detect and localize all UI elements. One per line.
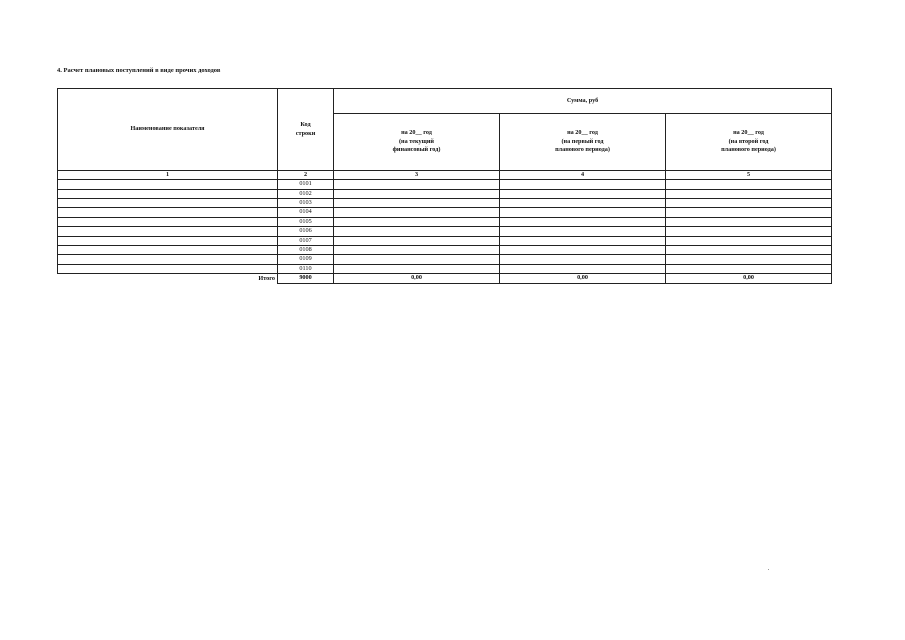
value-current-cell[interactable] — [334, 245, 500, 254]
value-second-cell[interactable] — [666, 264, 832, 273]
value-second-cell[interactable] — [666, 236, 832, 245]
header-sum: Сумма, руб — [334, 89, 832, 114]
value-second-cell[interactable] — [666, 255, 832, 264]
indicator-name-cell[interactable] — [58, 208, 278, 217]
value-current-cell[interactable] — [334, 255, 500, 264]
value-current-cell[interactable] — [334, 199, 500, 208]
value-current-cell[interactable] — [334, 217, 500, 226]
value-second-cell[interactable] — [666, 217, 832, 226]
table-row — [58, 245, 832, 254]
value-first-cell[interactable] — [500, 208, 666, 217]
table-header-row — [58, 89, 832, 114]
header-period-current — [334, 114, 500, 171]
indicator-name-cell[interactable] — [58, 199, 278, 208]
table-body — [58, 180, 832, 274]
row-code-cell: 0110 — [278, 264, 334, 273]
value-first-cell[interactable] — [500, 189, 666, 198]
table-row — [58, 189, 832, 198]
indicator-name-cell[interactable] — [58, 217, 278, 226]
column-number: 4 — [500, 171, 666, 180]
value-current-cell[interactable] — [334, 264, 500, 273]
row-code-cell: 0101 — [278, 180, 334, 189]
indicator-name-cell[interactable] — [58, 189, 278, 198]
value-second-cell[interactable] — [666, 189, 832, 198]
column-number: 1 — [58, 171, 278, 180]
period-line: (на второй год — [728, 137, 769, 145]
row-code-cell: 0106 — [278, 227, 334, 236]
value-first-cell[interactable] — [500, 180, 666, 189]
column-number: 3 — [334, 171, 500, 180]
value-current-cell[interactable] — [334, 227, 500, 236]
section-title: 4. Расчет плановых поступлений в виде прочих доходов — [57, 67, 221, 74]
table-row — [58, 199, 832, 208]
period-line: планового периода) — [555, 146, 610, 154]
value-first-cell[interactable] — [500, 245, 666, 254]
row-code-cell: 0102 — [278, 189, 334, 198]
table-row — [58, 264, 832, 273]
total-label: Итого — [258, 274, 275, 282]
value-first-cell[interactable] — [500, 199, 666, 208]
indicator-name-cell[interactable] — [58, 264, 278, 273]
period-line: на 20__ год — [733, 129, 764, 137]
table-row — [58, 236, 832, 245]
period-line: (на текущий — [399, 137, 434, 145]
table-row — [58, 208, 832, 217]
row-code-cell: 0103 — [278, 199, 334, 208]
column-number: 5 — [666, 171, 832, 180]
value-second-cell[interactable] — [666, 245, 832, 254]
indicator-name-cell[interactable] — [58, 245, 278, 254]
header-row-code — [278, 89, 334, 171]
period-line: на 20__ год — [401, 129, 432, 137]
table-row — [58, 255, 832, 264]
total-value-current: 0,00 — [334, 273, 500, 283]
value-first-cell[interactable] — [500, 255, 666, 264]
value-current-cell[interactable] — [334, 180, 500, 189]
total-code: 9000 — [278, 273, 334, 283]
table-row — [58, 217, 832, 226]
row-code-cell: 0104 — [278, 208, 334, 217]
value-first-cell[interactable] — [500, 264, 666, 273]
period-line: планового периода) — [721, 146, 776, 154]
indicator-name-cell[interactable] — [58, 227, 278, 236]
row-code-cell: 0108 — [278, 245, 334, 254]
value-first-cell[interactable] — [500, 227, 666, 236]
column-number: 2 — [278, 171, 334, 180]
value-current-cell[interactable] — [334, 189, 500, 198]
value-second-cell[interactable] — [666, 227, 832, 236]
period-line: на 20__ год — [567, 129, 598, 137]
scan-speck — [768, 569, 769, 570]
value-first-cell[interactable] — [500, 217, 666, 226]
row-code-cell: 0107 — [278, 236, 334, 245]
value-first-cell[interactable] — [500, 236, 666, 245]
value-second-cell[interactable] — [666, 180, 832, 189]
table-row — [58, 180, 832, 189]
planned-income-table — [57, 88, 832, 284]
period-line: финансовый год) — [392, 146, 441, 154]
header-period-first — [500, 114, 666, 171]
indicator-name-cell[interactable] — [58, 180, 278, 189]
indicator-name-cell[interactable] — [58, 255, 278, 264]
period-line: (на первый год — [561, 137, 604, 145]
header-indicator-name: Наименование показателя — [58, 89, 278, 171]
indicator-name-cell[interactable] — [58, 236, 278, 245]
header-row-code-label: Код строки — [295, 121, 316, 137]
row-code-cell: 0105 — [278, 217, 334, 226]
table-row — [58, 227, 832, 236]
column-number-row — [58, 171, 832, 180]
value-current-cell[interactable] — [334, 236, 500, 245]
total-value-first: 0,00 — [500, 273, 666, 283]
total-row — [58, 273, 832, 283]
value-second-cell[interactable] — [666, 199, 832, 208]
header-period-second — [666, 114, 832, 171]
total-value-second: 0,00 — [666, 273, 832, 283]
value-current-cell[interactable] — [334, 208, 500, 217]
row-code-cell: 0109 — [278, 255, 334, 264]
value-second-cell[interactable] — [666, 208, 832, 217]
